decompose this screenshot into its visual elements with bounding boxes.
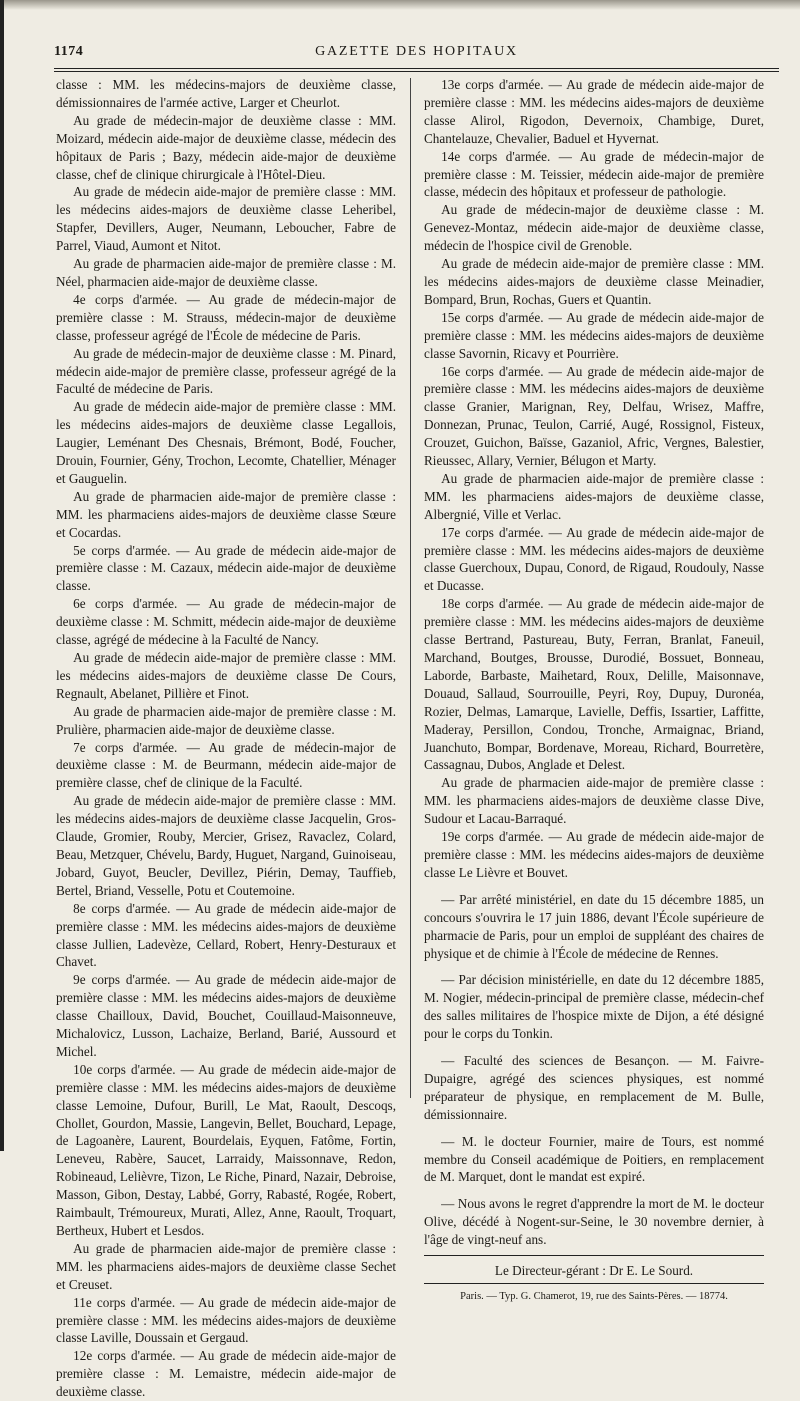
paragraph: 13e corps d'armée. — Au grade de médecin aide-major de première classe : MM. les médecins aides-majors de deuxième classe Alirol, Rigodon, Devernoix, Chambige, Duret, Chantelauze, Chevalier, Baduel et Hyvernat. [424,77,764,146]
paragraph: 4e corps d'armée. — Au grade de médecin-major de première classe : M. Strauss, médecin-major de deuxième classe, professeur agrégé de l'École de médecine de Paris. [56,291,396,343]
paragraph: 15e corps d'armée. — Au grade de médecin aide-major de première classe : MM. les médecins aides-majors de deuxième classe Savornin, Ricavy et Pourrière. [424,309,764,361]
page-edge [0,0,4,1151]
paragraph: 18e corps d'armée. — Au grade de médecin aide-major de première classe : MM. les médecins aides-majors de deuxième classe Bertrand, Pastureau, Buty, Ferran, Branlat, Faneuil, Marchand, Boutges, Brousse, Durodié, Bossuet, Bonneau, Laborde, Barbaste, Maihetard, Roux, Delille, Maisonnave, Douaud, Sallaud, Sourrouille, Peyri, Roy, Dupuy, Duronéa, Rozier, Delmas, Lamarque, Lavielle, Deffis, Issartier, Laffitte, Maderay, Persillon, Condou, Tronche, Armaignac, Briand, Juanchuto, Bompar, Bordenave, Moreau, Richard, Bourretère, Cassagnau, Dubos, Anglade et Delest. [424,596,764,773]
paragraph: 11e corps d'armée. — Au grade de médecin aide-major de première classe : MM. les médecins aides-majors de deuxième classe Laville, Doussain et Gergaud. [56,1294,396,1346]
footer-rule [424,1255,764,1256]
paragraph: Au grade de médecin aide-major de première classe : MM. les médecins aides-majors de deuxième classe Meinadier, Bompard, Brun, Rochas, Guers et Quantin. [424,256,764,307]
paragraph: Au grade de pharmacien aide-major de première classe : M. Néel, pharmacien aide-major de deuxième classe. [56,256,396,289]
news-item: — Faculté des sciences de Besançon. — M. Faivre-Dupaigre, agrégé des sciences physiques, est nommé préparateur de physique, en remplacement de M. Bulle, démissionnaire. [424,1053,764,1122]
paragraph: 16e corps d'armée. — Au grade de médecin aide-major de première classe : MM. les médecins aides-majors de deuxième classe Granier, Marignan, Rey, Delfau, Wrisez, Maffre, Donnezan, Prunac, Teulon, Carrié, Augé, Rossignol, Fisteux, Crouzet, Guichon, Baïsse, Gazaniol, Afric, Vergnes, Balestier, Rieussec, Allary, Vernier, Bélugon et Marty. [424,363,764,469]
paragraph: 5e corps d'armée. — Au grade de médecin aide-major de première classe : M. Cazaux, médecin aide-major de deuxième classe. [56,542,396,594]
paragraph: 14e corps d'armée. — Au grade de médecin-major de première classe : M. Teissier, médecin aide-major de première classe, médecin des hôpitaux et professeur de pathologie. [424,148,764,200]
paragraph: Au grade de pharmacien aide-major de première classe : MM. les pharmaciens aides-majors de deuxième classe Sœure et Cocardas. [56,488,396,540]
paragraph: Au grade de médecin-major de deuxième classe : M. Genevez-Montaz, médecin aide-major de deuxième classe, médecin de l'hospice civil de Grenoble. [424,202,764,254]
paragraph: 9e corps d'armée. — Au grade de médecin aide-major de première classe : MM. les médecins aides-majors de deuxième classe Chailloux, David, Bouchet, Couillaud-Maisonneuve, Michalovicz, Lusson, Lachaize, Berland, Barié, Aussourd et Michel. [56,972,396,1059]
header-rule [54,68,779,69]
news-item: — Par arrêté ministériel, en date du 15 décembre 1885, un concours s'ouvrira le 17 juin 1886, devant l'École supérieure de pharmacie de Paris, pour un emploi de suppléant des chaires de physique et de chimie à l'École de médecine de Rennes. [424,891,764,961]
page-header [54,44,779,66]
paragraph: 7e corps d'armée. — Au grade de médecin-major de deuxième classe : M. de Beurmann, médecin aide-major de première classe, chef de clinique de la Faculté. [56,739,396,791]
paragraph: 12e corps d'armée. — Au grade de médecin aide-major de première classe : M. Lemaistre, médecin aide-major de deuxième classe. [56,1348,396,1400]
column-divider [410,78,411,1098]
paragraph: classe : MM. les médecins-majors de deuxième classe, démissionnaires de l'armée active, Larger et Cheurlot. [56,77,396,110]
left-column [56,76,396,1401]
paragraph: 8e corps d'armée. — Au grade de médecin aide-major de première classe : MM. les médecins aides-majors de deuxième classe Jullien, Ladevèze, Cellard, Robert, Henry-Desturaux et Chavet. [56,900,396,970]
paragraph: 6e corps d'armée. — Au grade de médecin-major de deuxième classe : M. Schmitt, médecin aide-major de deuxième classe, agrégé de médecine à la Faculté de Nancy. [56,596,396,648]
news-item: — Nous avons le regret d'apprendre la mort de M. le docteur Olive, décédé à Nogent-sur-Seine, le 30 novembre dernier, à l'âge de vingt-neuf ans. [424,1196,764,1248]
paragraph: 19e corps d'armée. — Au grade de médecin aide-major de première classe : MM. les médecins aides-majors de deuxième classe Le Lièvre et Bouvet. [424,829,764,880]
news-item: — M. le docteur Fournier, maire de Tours, est nommé membre du Conseil académique de Poitiers, en remplacement de M. Marquet, dont le mandat est expiré. [424,1133,764,1185]
page-number: 1174 [54,44,84,59]
paragraph: Au grade de pharmacien aide-major de première classe : MM. les pharmaciens aides-majors de deuxième classe Sechet et Creuset. [56,1240,396,1292]
page-top-shadow [0,0,800,10]
footer-rule-thin [424,1283,764,1284]
paragraph: Au grade de médecin-major de deuxième classe : MM. Moizard, médecin aide-major de deuxième classe, médecin des hôpitaux de Paris ; Bazy, médecin aide-major de deuxième classe, chef de clinique chirurgicale à l'Hôtel-Dieu. [56,112,396,182]
paragraph: Au grade de médecin aide-major de première classe : MM. les médecins aides-majors de deuxième classe De Cours, Regnault, Abelanet, Pillière et Finot. [56,650,396,701]
news-item: — Par décision ministérielle, en date du 12 décembre 1885, M. Nogier, médecin-principal de première classe, médecin-chef des salles militaires de l'hospice mixte de Dijon, a été désigné pour le corps du Tonkin. [424,972,764,1042]
right-column [424,76,764,1306]
header-rule-thin [54,71,779,72]
paragraph: Au grade de pharmacien aide-major de première classe : M. Prulière, pharmacien aide-major de deuxième classe. [56,703,396,737]
paragraph: 10e corps d'armée. — Au grade de médecin aide-major de première classe : MM. les médecins aides-majors de deuxième classe Lemoine, Dufour, Burill, Le Mat, Raoult, Descoqs, Chollet, Gourdon, Massie, Langevin, Bellet, Bouchard, Lepage, de Lagoanère, Laurent, Bourdelais, Eyquen, Fatôme, Fortin, Leneveu, Rabère, Saucet, Larraidy, Maissonnave, Redon, Robineaud, Lelièvre, Tizon, Le Riche, Pinard, Nazair, Debroise, Masson, Gibon, Destay, Labbé, Gorry, Rabasté, Rogée, Robert, Raimbault, Trémoureux, Murati, Allez, Anne, Raoult, Troquart, Bertheux, Hubert et Lesdos. [56,1061,396,1238]
paragraph: Au grade de médecin aide-major de première classe : MM. les médecins aides-majors de deuxième classe Jacquelin, Gros-Claude, Gromier, Rouby, Mercier, Grisez, Ravaclez, Colard, Beau, Metzquer, Chévelu, Bardy, Huguet, Nargand, Guinoiseau, Jobard, Guyot, Beucler, Devillez, Piérin, Demay, Tauffieb, Bertel, Briand, Vesselle, Potu et Coutemoine. [56,793,396,898]
printer-imprint: Paris. — Typ. G. Chamerot, 19, rue des Saints-Pères. — 18774. [460,1291,728,1302]
running-title: GAZETTE DES HOPITAUX [315,44,518,59]
paragraph: Au grade de médecin aide-major de première classe : MM. les médecins aides-majors de deuxième classe Leheribel, Stapfer, Devillers, Auger, Neumann, Leboucher, Fabre de Parrel, Viaud, Aumont et Nitot. [56,184,396,254]
paragraph: 17e corps d'armée. — Au grade de médecin aide-major de première classe : MM. les médecins aides-majors de deuxième classe Guerchoux, Dupau, Conord, de Rigaud, Roudouly, Nasse et Ducasse. [424,524,764,594]
paragraph: Au grade de pharmacien aide-major de première classe : MM. les pharmaciens aides-majors de deuxième classe Dive, Sudour et Lacau-Barraqué. [424,775,764,827]
paragraph: Au grade de médecin-major de deuxième classe : M. Pinard, médecin aide-major de première classe, professeur agrégé de la Faculté de médecine de Paris. [56,345,396,397]
paragraph: Au grade de pharmacien aide-major de première classe : MM. les pharmaciens aides-majors de deuxième classe, Albergnié, Ville et Verlac. [424,470,764,522]
signature-line: Le Directeur-gérant : Dr E. Le Sourd. [494,1263,694,1279]
paragraph: Au grade de médecin aide-major de première classe : MM. les médecins aides-majors de deuxième classe Legallois, Laugier, Leménant Des Chesnais, Brémont, Bodé, Foucher, Drouin, Fournier, Gény, Trochon, Lecomte, Chatellier, Ménager et Gauguelin. [56,399,396,486]
